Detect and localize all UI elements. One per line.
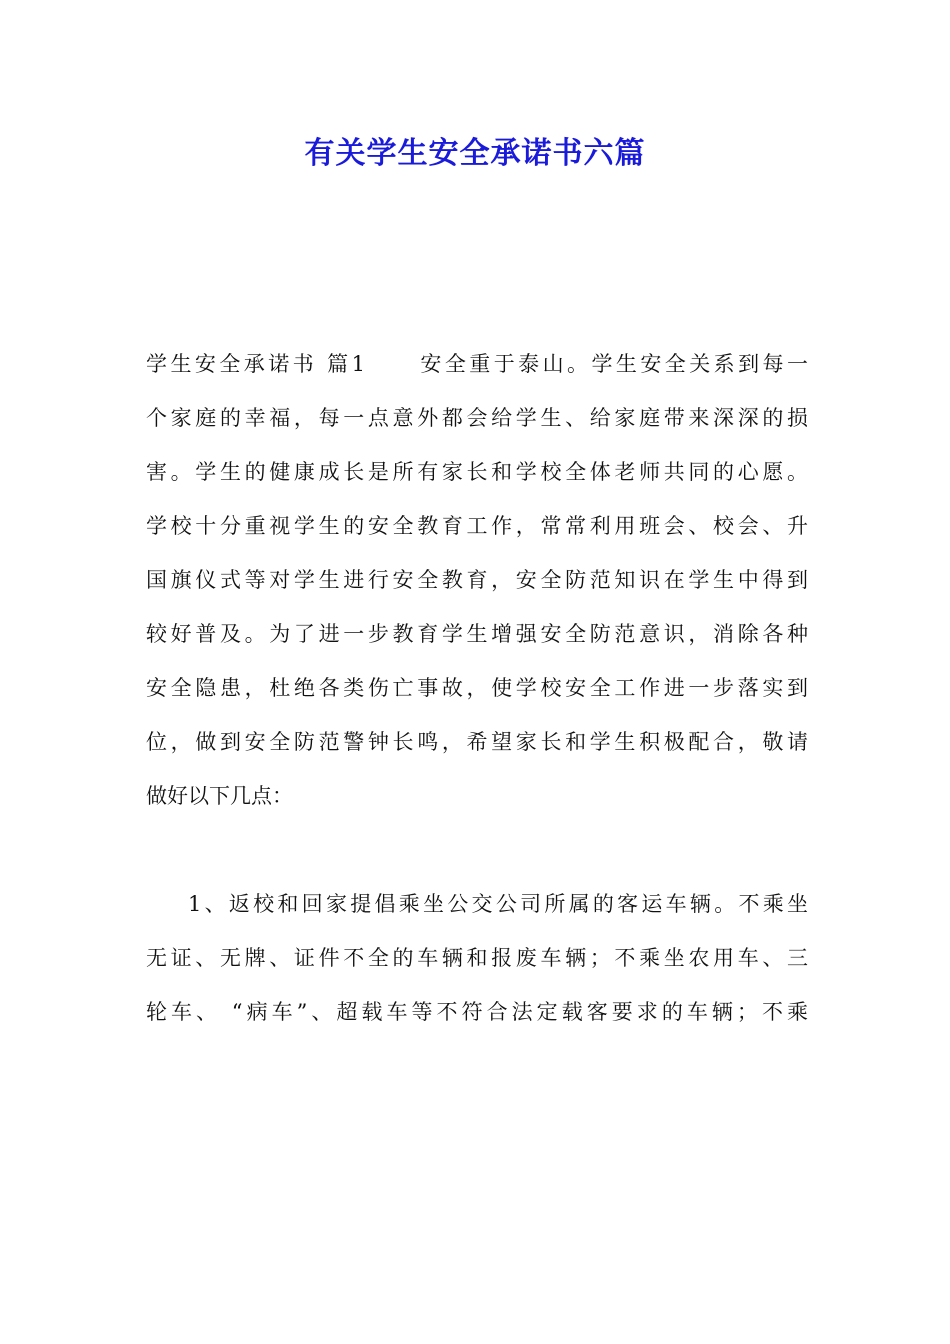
document-title: 有关学生安全承诺书六篇	[304, 136, 646, 171]
body-line: 1、返校和回家提倡乘坐公交公司所属的客运车辆。不乘坐	[188, 892, 808, 916]
blank-line	[146, 823, 808, 877]
body-line: 害。学生的健康成长是所有家长和学校全体老师共同的心愿。	[146, 460, 808, 484]
body-line: 个家庭的幸福，每一点意外都会给学生、给家庭带来深深的损	[146, 406, 808, 430]
document-body	[146, 337, 808, 1039]
section-heading: 学生安全承诺书 篇1	[146, 352, 365, 376]
body-line: 做好以下几点：	[146, 784, 293, 808]
body-line: 轮车、 “病车”、超载车等不符合法定载客要求的车辆；不乘	[146, 1000, 808, 1024]
body-line	[146, 337, 808, 391]
body-line: 无证、无牌、证件不全的车辆和报废车辆；不乘坐农用车、三	[146, 946, 808, 970]
body-line: 安全隐患，杜绝各类伤亡事故，使学校安全工作进一步落实到	[146, 676, 808, 700]
paragraph-text: 安全重于泰山。学生安全关系到每一	[416, 352, 808, 376]
body-line: 国旗仪式等对学生进行安全教育，安全防范知识在学生中得到	[146, 568, 808, 592]
body-line: 较好普及。为了进一步教育学生增强安全防范意识，消除各种	[146, 622, 808, 646]
body-line: 位，做到安全防范警钟长鸣，希望家长和学生积极配合，敬请	[146, 730, 808, 754]
body-line: 学校十分重视学生的安全教育工作，常常利用班会、校会、升	[146, 514, 808, 538]
